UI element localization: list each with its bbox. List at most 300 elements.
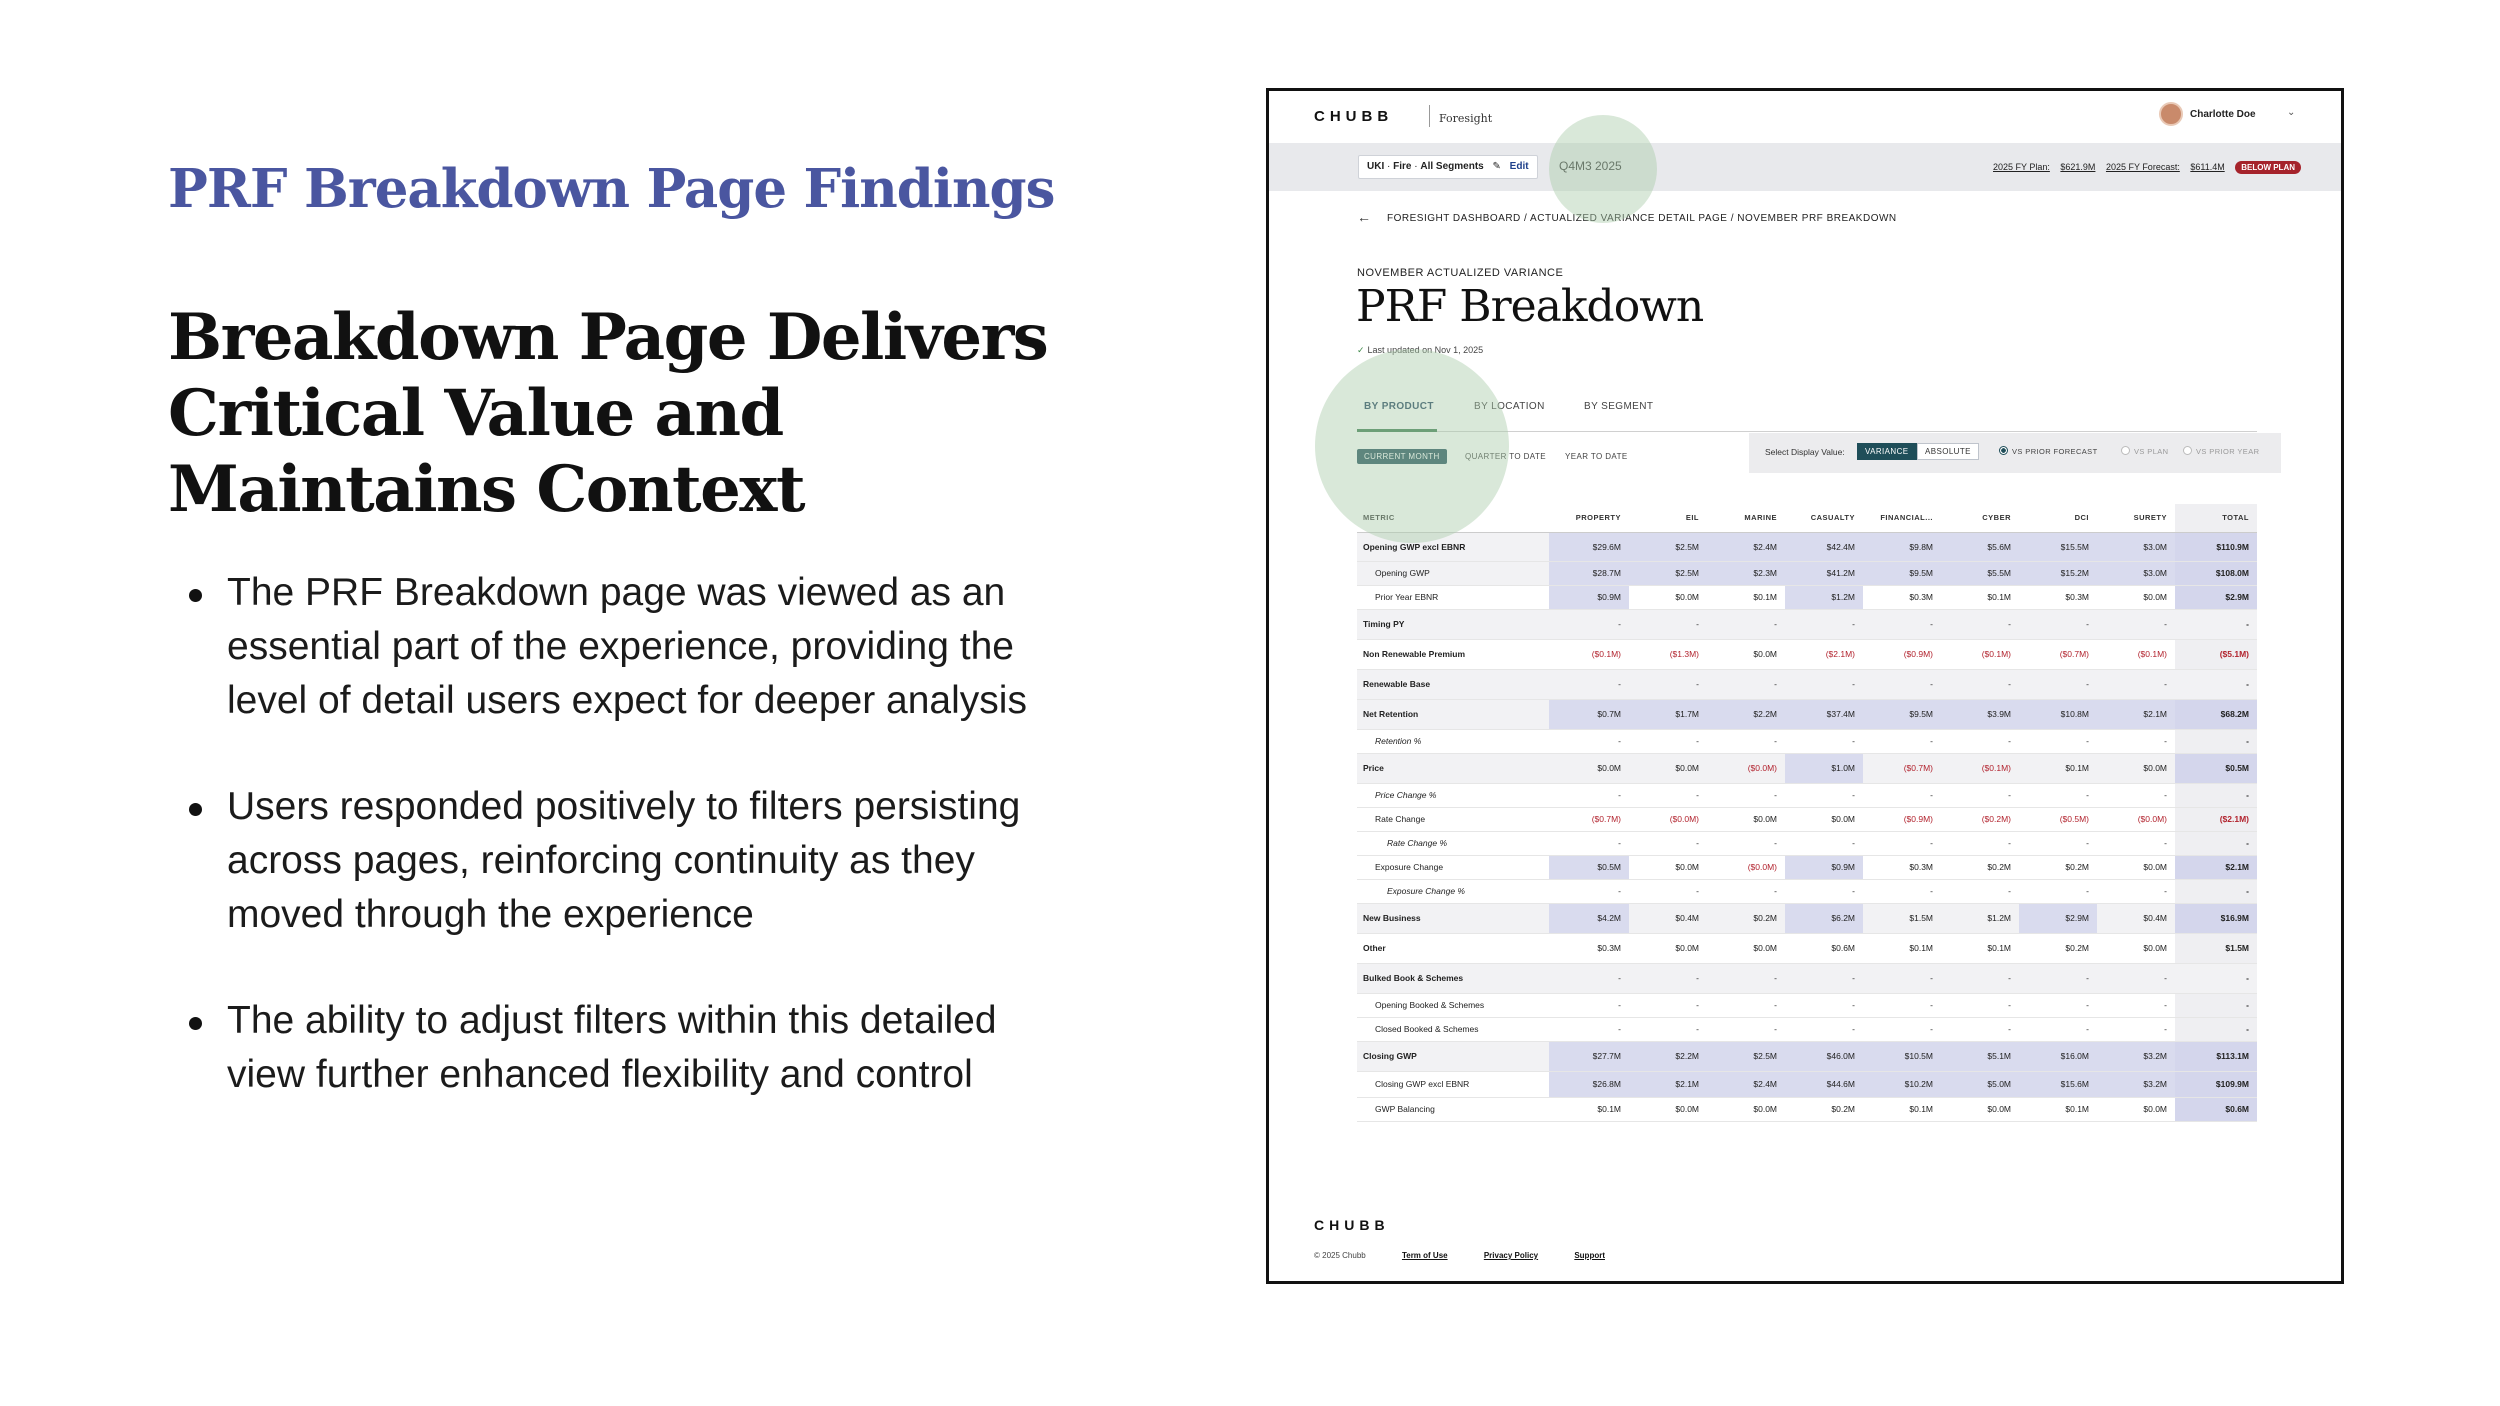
table-cell: $3.0M (2097, 561, 2175, 585)
table-cell: $15.6M (2019, 1071, 2097, 1097)
table-cell: - (1629, 993, 1707, 1017)
table-cell: $1.0M (1785, 753, 1863, 783)
metric-label: Timing PY (1357, 609, 1549, 639)
table-cell: $0.1M (1863, 933, 1941, 963)
table-cell: - (1785, 879, 1863, 903)
absolute-toggle[interactable]: ABSOLUTE (1917, 443, 1979, 460)
table-cell: ($0.1M) (1941, 639, 2019, 669)
metric-label: Closing GWP excl EBNR (1357, 1071, 1549, 1097)
total-cell: - (2175, 729, 2257, 753)
user-name[interactable]: Charlotte Doe (2190, 109, 2256, 120)
table-cell: $0.1M (1707, 585, 1785, 609)
table-row (1357, 561, 2257, 585)
filter-selector[interactable]: UKI · Fire · All Segments ✎ Edit (1358, 155, 1538, 179)
table-cell: $9.5M (1863, 561, 1941, 585)
table-cell: - (1863, 609, 1941, 639)
metric-label: Retention % (1357, 729, 1549, 753)
table-cell: - (2019, 993, 2097, 1017)
table-cell: $5.5M (1941, 561, 2019, 585)
table-cell: - (1629, 783, 1707, 807)
table-cell: - (2019, 879, 2097, 903)
table-cell: $2.3M (1707, 561, 1785, 585)
table-cell: $0.4M (1629, 903, 1707, 933)
table-cell: $3.9M (1941, 699, 2019, 729)
tabs-divider (1357, 431, 2257, 432)
table-cell: $0.1M (1549, 1097, 1629, 1121)
table-row (1357, 669, 2257, 699)
table-cell: - (2019, 783, 2097, 807)
total-cell: $1.5M (2175, 933, 2257, 963)
metric-label: Opening GWP (1357, 561, 1549, 585)
table-cell: $3.0M (2097, 532, 2175, 561)
table-cell: $0.0M (1941, 1097, 2019, 1121)
table-cell: $15.5M (2019, 532, 2097, 561)
table-cell: $9.5M (1863, 699, 1941, 729)
table-cell: $0.3M (1549, 933, 1629, 963)
last-updated (1357, 345, 1483, 356)
table-cell: $0.2M (1941, 855, 2019, 879)
table-cell: - (1549, 831, 1629, 855)
page-title: PRF Breakdown (1356, 281, 1704, 332)
metric-label: Exposure Change (1357, 855, 1549, 879)
copyright: © 2025 Chubb (1314, 1251, 1366, 1260)
table-cell: $0.0M (1785, 807, 1863, 831)
metric-label: Price Change % (1357, 783, 1549, 807)
total-cell: - (2175, 831, 2257, 855)
table-cell: - (2097, 729, 2175, 753)
table-cell: $0.2M (2019, 855, 2097, 879)
table-cell: - (1629, 669, 1707, 699)
table-cell: - (1629, 963, 1707, 993)
table-cell: $0.1M (2019, 753, 2097, 783)
table-cell: - (2019, 609, 2097, 639)
check-icon: ✓ (1357, 345, 1365, 355)
finding-item: Users responded positively to filters persisting across pages, reinforcing continuity as they moved through the experience (185, 780, 1085, 942)
total-cell: - (2175, 993, 2257, 1017)
table-cell: $0.2M (1707, 903, 1785, 933)
table-cell: $2.5M (1707, 1041, 1785, 1071)
metric-label: Renewable Base (1357, 669, 1549, 699)
active-tab-indicator (1357, 429, 1437, 432)
table-cell: ($0.1M) (1941, 753, 2019, 783)
table-cell: ($0.2M) (1941, 807, 2019, 831)
table-cell: $2.1M (1629, 1071, 1707, 1097)
metric-label: Non Renewable Premium (1357, 639, 1549, 669)
table-row (1357, 879, 2257, 903)
table-cell: ($0.9M) (1863, 639, 1941, 669)
table-cell: ($0.0M) (2097, 807, 2175, 831)
table-cell: - (1549, 993, 1629, 1017)
table-cell: $0.6M (1785, 933, 1863, 963)
table-cell: $2.5M (1629, 561, 1707, 585)
table-cell: - (2097, 993, 2175, 1017)
tab-by-location[interactable]: BY LOCATION (1474, 401, 1545, 412)
table-cell: $2.2M (1707, 699, 1785, 729)
footer (1314, 1251, 1605, 1260)
table-cell: $5.1M (1941, 1041, 2019, 1071)
table-cell: $41.2M (1785, 561, 1863, 585)
metric-label: Prior Year EBNR (1357, 585, 1549, 609)
table-cell: $0.0M (1629, 855, 1707, 879)
metric-label: Other (1357, 933, 1549, 963)
footer-link-terms[interactable]: Term of Use (1401, 1251, 1448, 1260)
total-cell: - (2175, 783, 2257, 807)
tab-by-segment[interactable]: BY SEGMENT (1584, 401, 1654, 412)
total-cell: - (2175, 1017, 2257, 1041)
table-cell: - (1707, 1017, 1785, 1041)
finding-item: The ability to adjust filters within this detailed view further enhanced flexibility and control (185, 994, 1085, 1102)
table-cell: - (1941, 729, 2019, 753)
table-cell: $0.0M (2097, 585, 2175, 609)
table-cell: $0.1M (1863, 1097, 1941, 1121)
column-header[interactable]: MARINE (1707, 504, 1785, 532)
radio-selected-icon (1999, 446, 2008, 455)
table-cell: $2.2M (1629, 1041, 1707, 1071)
period-selector[interactable]: Q4M3 2025 (1559, 159, 1622, 173)
table-cell: $0.0M (1707, 807, 1785, 831)
table-row (1357, 1071, 2257, 1097)
table-cell: - (1629, 1017, 1707, 1041)
table-row (1357, 729, 2257, 753)
table-cell: - (2097, 963, 2175, 993)
table-cell: $2.4M (1707, 532, 1785, 561)
table-cell: $2.4M (1707, 1071, 1785, 1097)
column-header[interactable]: PROPERTY (1549, 504, 1629, 532)
subtab-current-month[interactable]: CURRENT MONTH (1357, 449, 1447, 464)
table-row (1357, 753, 2257, 783)
total-cell: $2.9M (2175, 585, 2257, 609)
table-cell: - (1863, 879, 1941, 903)
table-cell: - (1707, 879, 1785, 903)
finding-item: The PRF Breakdown page was viewed as an essential part of the experience, providing the level of detail users expect for deeper analysis (185, 566, 1085, 728)
table-cell: $0.1M (1941, 585, 2019, 609)
table-cell: $44.6M (1785, 1071, 1863, 1097)
app-screenshot (1266, 88, 2344, 1284)
table-cell: $10.8M (2019, 699, 2097, 729)
total-cell: $108.0M (2175, 561, 2257, 585)
table-cell: $9.8M (1863, 532, 1941, 561)
table-cell: - (1629, 831, 1707, 855)
radio-icon (2121, 446, 2130, 455)
footer-link-support[interactable]: Support (1574, 1251, 1605, 1260)
top-nav (1269, 91, 2341, 143)
table-cell: $10.2M (1863, 1071, 1941, 1097)
table-cell: $0.5M (1549, 855, 1629, 879)
table-cell: - (2019, 1017, 2097, 1041)
table-cell: - (1863, 831, 1941, 855)
table-row (1357, 639, 2257, 669)
metric-label: GWP Balancing (1357, 1097, 1549, 1121)
table-row (1357, 1097, 2257, 1121)
table-cell: - (2097, 783, 2175, 807)
total-cell: - (2175, 669, 2257, 699)
table-cell: $1.5M (1863, 903, 1941, 933)
filter-segments: All Segments (1420, 161, 1484, 172)
plan-value[interactable]: $621.9M (2060, 162, 2096, 172)
table-cell: - (2097, 609, 2175, 639)
slide-kicker: PRF Breakdown Page Findings (168, 158, 1055, 220)
table-cell: $2.5M (1629, 532, 1707, 561)
table-row (1357, 963, 2257, 993)
radio-vs-prior-year[interactable]: VS PRIOR YEAR (2183, 446, 2259, 456)
findings-list (185, 566, 1085, 1154)
table-cell: $3.2M (2097, 1071, 2175, 1097)
footer-logo: CHUBB (1314, 1217, 1390, 1233)
table-cell: - (1863, 669, 1941, 699)
plan-summary (1985, 161, 2301, 174)
table-cell: $42.4M (1785, 532, 1863, 561)
column-header[interactable]: METRIC (1357, 504, 1549, 532)
total-cell: $16.9M (2175, 903, 2257, 933)
total-cell: $113.1M (2175, 1041, 2257, 1071)
table-cell: $26.8M (1549, 1071, 1629, 1097)
table-cell: ($0.5M) (2019, 807, 2097, 831)
breadcrumb[interactable]: FORESIGHT DASHBOARD / ACTUALIZED VARIANCE DETAIL PAGE / NOVEMBER PRF BREAKDOWN (1387, 213, 1897, 224)
table-cell: - (1707, 831, 1785, 855)
table-cell: $27.7M (1549, 1041, 1629, 1071)
table-cell: $0.0M (2097, 753, 2175, 783)
table-cell: $0.0M (1549, 753, 1629, 783)
table-cell: - (2019, 963, 2097, 993)
table-cell: $0.9M (1785, 855, 1863, 879)
table-row (1357, 831, 2257, 855)
table-cell: $28.7M (1549, 561, 1629, 585)
table-cell: - (1629, 879, 1707, 903)
column-header[interactable]: CASUALTY (1785, 504, 1863, 532)
table-cell: - (1785, 963, 1863, 993)
table-cell: - (1941, 783, 2019, 807)
table-cell: $0.0M (1707, 933, 1785, 963)
table-cell: - (1707, 783, 1785, 807)
table-row (1357, 783, 2257, 807)
table-cell: ($0.7M) (1863, 753, 1941, 783)
metric-label: Opening GWP excl EBNR (1357, 532, 1549, 561)
table-cell: - (1785, 783, 1863, 807)
table-cell: ($0.0M) (1707, 753, 1785, 783)
table-row (1357, 585, 2257, 609)
back-arrow-icon[interactable]: ← (1357, 209, 1371, 225)
table-cell: - (1941, 879, 2019, 903)
table-cell: ($0.7M) (1549, 807, 1629, 831)
metric-label: Closing GWP (1357, 1041, 1549, 1071)
table-cell: ($0.1M) (2097, 639, 2175, 669)
table-cell: - (1549, 669, 1629, 699)
total-cell: ($5.1M) (2175, 639, 2257, 669)
table-cell: - (1941, 831, 2019, 855)
metric-label: Bulked Book & Schemes (1357, 963, 1549, 993)
table-row (1357, 933, 2257, 963)
table-row (1357, 993, 2257, 1017)
table-cell: - (1863, 729, 1941, 753)
table-row (1357, 903, 2257, 933)
table-cell: - (1785, 993, 1863, 1017)
forecast-label[interactable]: 2025 FY Forecast: (2105, 162, 2180, 172)
edit-icon: ✎ (1492, 161, 1501, 172)
table-cell: - (2097, 1017, 2175, 1041)
table-cell: - (1863, 783, 1941, 807)
table-cell: $15.2M (2019, 561, 2097, 585)
table-cell: - (2019, 729, 2097, 753)
metric-label: Rate Change (1357, 807, 1549, 831)
table-cell: - (2019, 669, 2097, 699)
table-cell: $0.0M (2097, 1097, 2175, 1121)
table-cell: $0.0M (1629, 585, 1707, 609)
table-cell: - (1785, 729, 1863, 753)
table-cell: ($0.9M) (1863, 807, 1941, 831)
table-row (1357, 532, 2257, 561)
table-cell: $46.0M (1785, 1041, 1863, 1071)
table-cell: - (1785, 669, 1863, 699)
table-cell: $0.7M (1549, 699, 1629, 729)
table-cell: - (1863, 993, 1941, 1017)
table-cell: $6.2M (1785, 903, 1863, 933)
total-cell: $0.6M (2175, 1097, 2257, 1121)
table-cell: - (1549, 609, 1629, 639)
total-cell: - (2175, 609, 2257, 639)
table-row (1357, 1041, 2257, 1071)
total-cell: $2.1M (2175, 855, 2257, 879)
subtab-quarter-to-date[interactable]: QUARTER TO DATE (1465, 452, 1546, 461)
total-cell: - (2175, 963, 2257, 993)
table-cell: $4.2M (1549, 903, 1629, 933)
table-cell: $0.1M (2019, 1097, 2097, 1121)
table-header-row (1357, 504, 2257, 532)
radio-vs-plan[interactable]: VS PLAN (2121, 446, 2168, 456)
table-cell: $0.3M (1863, 585, 1941, 609)
table-cell: $0.1M (1941, 933, 2019, 963)
page-eyebrow: NOVEMBER ACTUALIZED VARIANCE (1357, 267, 1564, 279)
edit-filter-link[interactable]: Edit (1509, 161, 1529, 172)
total-cell: - (2175, 879, 2257, 903)
column-header[interactable]: CYBER (1941, 504, 2019, 532)
table-cell: $5.0M (1941, 1071, 2019, 1097)
table-cell: - (1549, 729, 1629, 753)
variance-toggle[interactable]: VARIANCE (1857, 443, 1917, 460)
table-cell: ($0.1M) (1549, 639, 1629, 669)
logo-divider (1429, 105, 1430, 127)
table-cell: ($0.7M) (2019, 639, 2097, 669)
table-cell: - (1707, 729, 1785, 753)
table-cell: $0.0M (1629, 1097, 1707, 1121)
table-cell: - (1941, 609, 2019, 639)
column-header[interactable]: DCI (2019, 504, 2097, 532)
product-name: Foresight (1439, 112, 1493, 125)
table-cell: - (1863, 1017, 1941, 1041)
prf-breakdown-table (1357, 504, 2257, 1122)
table-cell: $2.9M (2019, 903, 2097, 933)
table-cell: $0.3M (1863, 855, 1941, 879)
table-cell: $0.2M (1785, 1097, 1863, 1121)
total-cell: $68.2M (2175, 699, 2257, 729)
table-cell: - (1707, 609, 1785, 639)
slide-title: Breakdown Page Delivers Critical Value and Maintains Context (168, 300, 1048, 527)
table-cell: $0.0M (2097, 933, 2175, 963)
total-cell: $110.9M (2175, 532, 2257, 561)
table-cell: - (1629, 729, 1707, 753)
table-row (1357, 855, 2257, 879)
table-cell: $0.0M (2097, 855, 2175, 879)
filter-line: Fire (1393, 161, 1412, 172)
total-cell: $109.9M (2175, 1071, 2257, 1097)
table-cell: $0.0M (1629, 753, 1707, 783)
filter-bar (1269, 143, 2341, 191)
table-cell: - (1549, 1017, 1629, 1041)
table-cell: $10.5M (1863, 1041, 1941, 1071)
display-value-label: Select Display Value: (1765, 447, 1845, 457)
table-cell: $2.1M (2097, 699, 2175, 729)
column-header[interactable]: SURETY (2097, 504, 2175, 532)
metric-label: New Business (1357, 903, 1549, 933)
table-row (1357, 1017, 2257, 1041)
status-badge: BELOW PLAN (2235, 161, 2301, 174)
table-cell: - (1629, 609, 1707, 639)
plan-label[interactable]: 2025 FY Plan: (1993, 162, 2050, 172)
table-cell: $0.0M (1629, 933, 1707, 963)
metric-label: Rate Change % (1357, 831, 1549, 855)
table-cell: $0.3M (2019, 585, 2097, 609)
column-header[interactable]: EIL (1629, 504, 1707, 532)
table-cell: $0.9M (1549, 585, 1629, 609)
table-cell: $5.6M (1941, 532, 2019, 561)
table-cell: - (1785, 1017, 1863, 1041)
table-cell: $3.2M (2097, 1041, 2175, 1071)
table-cell: - (2019, 831, 2097, 855)
table-cell: - (1941, 1017, 2019, 1041)
table-cell: $16.0M (2019, 1041, 2097, 1071)
avatar[interactable] (2159, 102, 2183, 126)
table-cell: - (1549, 783, 1629, 807)
last-updated-text: Last updated on Nov 1, 2025 (1367, 345, 1484, 355)
table-cell: - (1707, 993, 1785, 1017)
metric-label: Opening Booked & Schemes (1357, 993, 1549, 1017)
table-cell: - (1941, 963, 2019, 993)
table-cell: - (2097, 669, 2175, 699)
radio-icon (2183, 446, 2192, 455)
table-cell: $0.0M (1707, 639, 1785, 669)
subtab-year-to-date[interactable]: YEAR TO DATE (1565, 452, 1628, 461)
total-cell: ($2.1M) (2175, 807, 2257, 831)
table-cell: - (1785, 609, 1863, 639)
table-cell: $0.4M (2097, 903, 2175, 933)
chubb-logo[interactable]: CHUBB (1314, 108, 1394, 125)
table-cell: - (1785, 831, 1863, 855)
radio-vs-prior-forecast[interactable]: VS PRIOR FORECAST (1999, 446, 2098, 456)
table-cell: - (1941, 669, 2019, 699)
chevron-down-icon[interactable]: ⌄ (2287, 107, 2296, 118)
forecast-value[interactable]: $611.4M (2190, 162, 2225, 172)
table-cell: $29.6M (1549, 532, 1629, 561)
table-cell: - (2097, 831, 2175, 855)
table-cell: $0.0M (1707, 1097, 1785, 1121)
table-cell: - (1707, 669, 1785, 699)
table-cell: - (1707, 963, 1785, 993)
metric-label: Price (1357, 753, 1549, 783)
tab-by-product[interactable]: BY PRODUCT (1364, 401, 1434, 412)
footer-link-privacy[interactable]: Privacy Policy (1483, 1251, 1539, 1260)
table-cell: ($0.0M) (1629, 807, 1707, 831)
display-value-controls (1749, 433, 2281, 473)
table-cell: - (1549, 879, 1629, 903)
table-cell: - (1549, 963, 1629, 993)
table-row (1357, 807, 2257, 831)
table-row (1357, 699, 2257, 729)
table-cell: - (1863, 963, 1941, 993)
table-cell: $1.2M (1785, 585, 1863, 609)
column-header[interactable]: FINANCIAL... (1863, 504, 1941, 532)
column-header[interactable]: TOTAL (2175, 504, 2257, 532)
table-cell: - (2097, 879, 2175, 903)
table-cell: $1.2M (1941, 903, 2019, 933)
